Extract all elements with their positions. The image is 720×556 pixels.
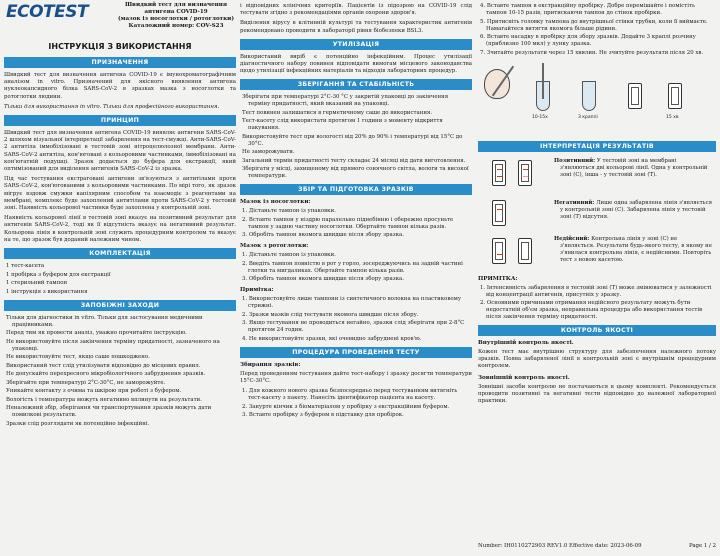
precaution-item: Уникайте контакту з очима та шкірою при роботі з буфером. — [6, 388, 182, 395]
nasopharyngeal-label: Мазок із носоглотки: — [240, 199, 311, 206]
interpretation-block — [478, 156, 716, 274]
procedure-step: 1. Для кожного нового зразка безпосередньо перед тестуванням витягніть тест-касету з пакету. Нанесіть ідентифікатор пацієнта на касету. — [242, 388, 458, 402]
sampling-note: 1. Використовуйте лише тампони із синтетичного волокна на пластиковому стрижні. — [242, 296, 462, 310]
result-negative — [552, 200, 712, 221]
section-heading-purpose: ПРИЗНАЧЕННЯ — [4, 57, 236, 68]
result-positive-label: Позитивний: — [554, 157, 596, 164]
sampling-step: 1. Дістаньте тампон із упаковки. — [242, 252, 336, 259]
precaution-item: Використаний тест слід утилізувати відповідно до місцевих правил. — [6, 362, 201, 369]
product-title-line: Каталожний номер: COV-S23 — [128, 23, 224, 29]
intro-note: Тільки для використання in vitro. Тільки для професійного використання. — [4, 103, 220, 110]
precaution-item: Вологість і температура можуть негативно вплинути на результати. — [6, 396, 202, 403]
column-1 — [4, 0, 236, 429]
doc-title: ІНСТРУКЦІЯ З ВИКОРИСТАННЯ — [48, 42, 192, 51]
cassette-invalid — [518, 238, 532, 264]
sampling-note: 3. Якщо тестування не проводиться негайно, зразки слід зберігати при 2-8°С протягом 24 годин. — [242, 320, 465, 334]
header-block — [4, 0, 236, 36]
interp-note: 2. Основними причинами отримання недійсного результату можуть бути недостатній об'єм зразка, неправильна процедура або використання тестів після закінчення терміну придатності. — [480, 300, 703, 320]
precaution-item: Зразки слід розглядати як потенційно інфекційні. — [6, 420, 150, 427]
section-heading-procedure: ПРОЦЕДУРА ПРОВЕДЕННЯ ТЕСТУ — [240, 347, 472, 358]
product-title-line: Швидкий тест для визначення антигена COVID-19 — [124, 2, 228, 15]
cassette-positive — [492, 160, 506, 186]
procedure-step: 2. Занурте кінчик з біоматеріалом у пробірку з екстракційним буфером. — [242, 403, 450, 410]
cassette-illustration — [628, 83, 642, 109]
storage-item: Використовуйте тест при вологості від 20% до 90% і температурі від 15°С до 30°С. — [242, 133, 463, 147]
sampling-step: 1. Дістаньте тампон із упаковки. — [242, 208, 336, 215]
cassette-illustration — [668, 83, 682, 109]
storage-item: Зберігати при температурі 2°С-30 °С у закритій упаковці до закінчення терміну придатності, який вказаний на упаковці. — [242, 94, 449, 108]
cassette-positive — [518, 160, 532, 186]
page-number: Page 1 / 2 — [688, 543, 716, 549]
intro-text: Швидкий тест для визначення антигена COVID-19 є імунохроматографічним аналізом in vitro. Призначений для якісного виявлення антигена нуклеокапсидного білка SARS-CoV-2 в зразках мазка з носоглотки та ротоглотки людини. — [4, 72, 236, 100]
storage-item: Тест-касету слід використати протягом 1 години з моменту відкриття пакування. — [242, 118, 443, 132]
precaution-item: Не використовуйте тест, якщо саше пошкоджено. — [6, 354, 150, 361]
procedure-step: 7. Зчитайте результати через 15 хвилин. Не зчитуйте результати після 20 хв. — [480, 49, 704, 56]
sampling-notes-label: Примітка: — [240, 287, 274, 294]
sampling-step: 2. Введіть тампон повністю в рот у горло, зосереджуючись на задній частині глотки та мигдаликах. Обертайте тампон кілька разів. — [242, 260, 463, 274]
section-heading-storage: ЗБЕРІГАННЯ ТА СТАБІЛЬНІСТЬ — [240, 79, 472, 90]
section-heading-qc: КОНТРОЛЬ ЯКОСТІ — [478, 325, 716, 336]
cassette-negative — [492, 200, 506, 226]
kit-item: 1 інструкція з використання — [6, 288, 88, 295]
illus-label: 3 краплі — [578, 114, 598, 120]
product-title — [116, 2, 236, 30]
storage-item: Загальний термін придатності тесту складає 24 місяці від дати виготовлення. — [242, 157, 466, 164]
storage-item: Тест повинен залишатися в герметичному саше до використання. — [242, 109, 433, 116]
sampling-note: 4. Не використовуйте зразки, які очевидно забруднені кров'ю. — [242, 335, 422, 342]
precaution-item: Тільки для діагностики in vitro. Тільки для застосування медичними працівниками. — [6, 314, 203, 328]
top-text: Виділення вірусу в клітинній культурі та тестування характеристик антигенів рекомендовано проводити в лабораторії рівня біобезпеки BSL3. — [240, 20, 472, 34]
procedure-illustration — [478, 59, 716, 137]
result-invalid — [552, 236, 712, 264]
top-text: і відповідних клінічних критеріїв. Пацієнтів із підозрою на COVID-19 слід тестувати згідно з рекомендаціями органів охорони здоров'я. — [240, 3, 472, 17]
kit-item: 1 стерильний тампон — [6, 280, 68, 287]
precaution-item: Не використовуйте після закінчення терміну придатності, зазначеного на упаковці. — [6, 338, 220, 352]
tube-illustration — [582, 81, 596, 111]
result-negative-label: Негативний: — [554, 199, 595, 206]
result-positive-text: У тестовій зоні на мембрані з'являються дві кольорові лінії. Одна у контрольній зоні (С), інша - у тестовій зоні (Т). — [560, 157, 708, 178]
oropharyngeal-label: Мазок з ротоглотки: — [240, 243, 309, 250]
disposal-text: Використаний виріб є потенційно інфекційним. Процес утилізації діагностичного набору повинен відповідати вимогам місцевого законодавства щодо утилізації інфекційних матеріалів та відходів лабораторних процедур. — [240, 53, 472, 75]
precaution-item: Перед тим як провести аналіз, уважно прочитайте інструкцію. — [6, 330, 187, 337]
principle-paragraph: Під час тестування екстраговані антигени зв'язуються з антитілами проти SARS-CoV-2, кон'югованими з кольоровими частинками. По мірі того, як зразок мігрує вздовж смужки капілярним способом та взаємодіє з реагентами на мембрані, комплекс буде захоплений антитілами проти SARS-CoV-2 у тестовій зоні. Наявність кольорової частинки буде захоплена у контрольній зоні. — [4, 176, 236, 212]
procedure-step: 4. Вставте тампон в екстракційну пробірку. Добре перемішайте і помістіть тампон 10-15 разів, притискаючи тампон до стінок пробірки. — [480, 3, 695, 16]
precaution-item: Не допускайте перехресного мікробіологічного забруднення зразків. — [6, 371, 206, 378]
section-heading-kit: КОМПЛЕКТАЦІЯ — [4, 248, 236, 259]
procedure-step: 6. Вставте насадку в пробірку для збору зразків. Додайте 3 краплі розчину (приблизно 100 мкл) у лунку зразка. — [480, 34, 696, 47]
qc-internal-text: Кожен тест має внутрішню структуру для забезпечення належного потоку зразків. Поява забарвленої лінії в контрольній зоні є внутрішнім процедурним контролем. — [478, 349, 716, 370]
precaution-item: Зберігайте при температурі 2°С-30°С, не заморожуйте. — [6, 379, 166, 386]
result-positive — [552, 158, 712, 179]
result-invalid-text: Контрольна лінія у зоні (С) не з'являється. Результати будь-якого тесту, в якому не з'явилася контрольна лінія, є недійсними. Повторіть тест з новою касетою. — [560, 235, 712, 263]
logo-text: ECOTEST — [6, 2, 89, 22]
section-heading-principle: ПРИНЦИП — [4, 115, 236, 126]
sampling-note: 2. Зразки мазків слід тестувати якомога швидше після збору. — [242, 311, 419, 318]
sampling-step: 3. Обробіть тампон якомога швидше після збору зразка. — [242, 276, 404, 283]
procedure-sub: Збирання зразків: — [240, 361, 301, 368]
swab-illustration — [542, 63, 544, 99]
principle-paragraph: Швидкий тест для визначення антигена COVID-19 виявляє антигени SARS-CoV-2 шляхом візуальної інтерпретації забарвлення на тест-смужці. Анти-SARS-CoV-2 антитіла іммобілізовані в тестовій зоні нітроцелюлозної мембрани. Анти-SARS-CoV-2 антитіла, кон'юговані з кольоровими частинками, іммобілізовані на кон'югатній подушці. Зразок додається до буфера для екстракції, який оптимізований для виділення антигенів SARS-CoV-2 із зразка. — [4, 130, 236, 173]
kit-item: 1 пробірка з буфером для екстракції — [6, 271, 111, 278]
precaution-item: Неналежний збір, зберігання чи транспортування зразків можуть дати помилкові результати. — [6, 405, 212, 419]
product-title-line: (мазок із носоглотки / ротоглотки) — [118, 16, 234, 22]
procedure-step: 3. Вставте пробірку з буфером в підставку для пробірок. — [242, 412, 404, 419]
document-number: Number: IH0110272903 REV1.0 Effective date: 2023-06-09 — [478, 543, 642, 549]
column-3 — [478, 0, 716, 408]
qc-external-text: Зовнішні засоби контролю не постачаються в цьому комплекті. Рекомендується проводити позитивні та негативні тести відповідно до належної лабораторної практики. — [478, 383, 716, 405]
section-heading-sampling: ЗБІР ТА ПІДГОТОВКА ЗРАЗКІВ — [240, 184, 472, 195]
interp-notes-label: ПРИМІТКА: — [478, 275, 518, 282]
section-heading-disposal: УТИЛІЗАЦІЯ — [240, 39, 472, 50]
section-heading-precautions: ЗАПОБІЖНІ ЗАХОДИ — [4, 300, 236, 311]
ecotest-logo — [6, 2, 106, 30]
procedure-text: Перед проведенням тестування дайте тест-набору і зразку досягти температури 15°С-30°С. — [240, 370, 472, 385]
kit-item: 1 тест-касета — [6, 263, 45, 270]
qc-internal-label: Внутрішній контроль якості. — [478, 340, 574, 346]
result-invalid-label: Недійсний: — [554, 235, 590, 242]
page-footer — [478, 543, 716, 549]
storage-item: Зберігати у місці, захищеному від прямого сонячного світла, вологи та високої температури. — [242, 166, 469, 180]
interp-note: 1. Інтенсивність забарвлення в тестовій зоні (Т) може змінюватися у залежності від концентрації антигенів, присутніх у зразку. — [480, 284, 712, 298]
illus-label: 10-15x — [532, 114, 548, 120]
illus-label: 15 хв — [666, 114, 679, 120]
storage-item: Не заморожувати. — [242, 149, 295, 156]
sampling-step: 3. Обробіть тампон якомога швидше після збору зразка. — [242, 232, 404, 239]
principle-paragraph: Наявність кольорової лінії в тестовій зоні вказує на позитивний результат для антигенів SARS-CoV-2, тоді як її відсутність вказує на негативний результат. Кольорова лінія в контрольній зоні служить процедурним контролем та вказує на те, що зразок був доданий належним чином. — [4, 215, 236, 243]
procedure-step: 5. Притисніть головку тампона до внутрішньої стінки трубки, коли її виймаєте. Намагайтеся витягти якомога більше рідини. — [480, 18, 708, 32]
result-negative-text: Лише одна забарвлена лінія з'являється у контрольній зоні (С). Забарвлена лінія у тестовій зоні (Т) відсутня. — [560, 199, 713, 220]
cassette-invalid — [492, 238, 506, 264]
column-2 — [240, 0, 472, 421]
section-heading-interpretation: ІНТЕРПРЕТАЦІЯ РЕЗУЛЬТАТІВ — [478, 141, 716, 152]
qc-external-label: Зовнішній контроль якості. — [478, 374, 570, 381]
sampling-step: 2. Вставте тампон у ніздрю паралельно піднебінню і обережно просуньте тампон у задню частину носоглотки. Обертайте тампон кілька разів. — [242, 216, 454, 230]
